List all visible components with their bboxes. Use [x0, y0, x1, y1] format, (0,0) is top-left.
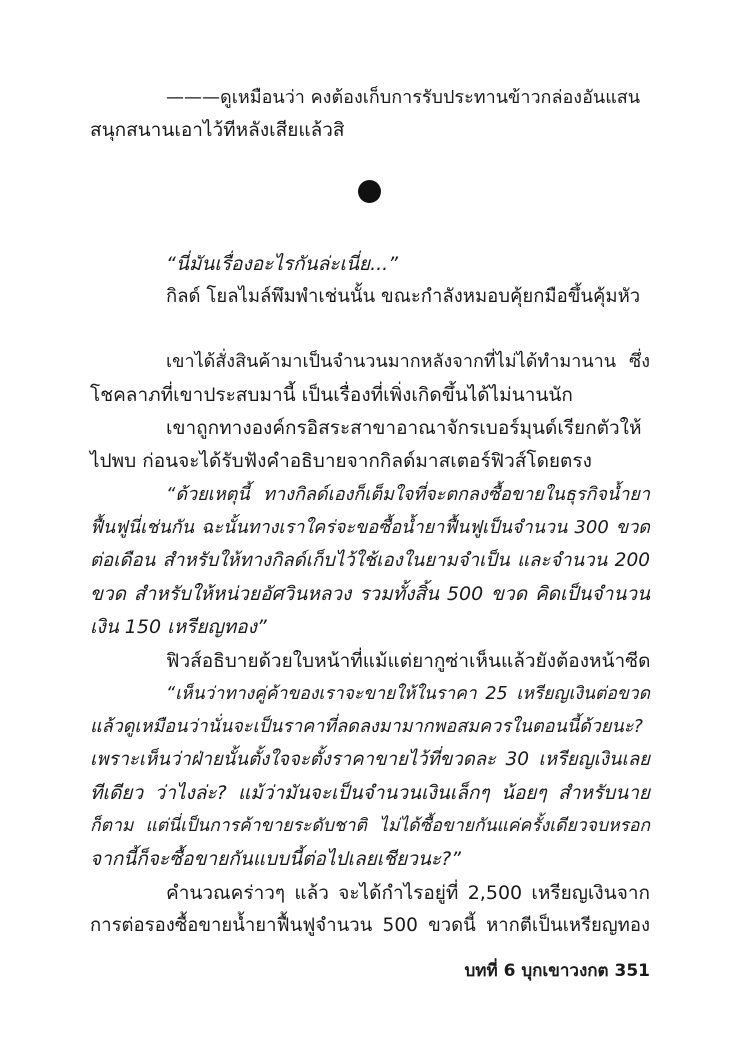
paragraph-line: การต่อรองซื้อขายน้ำยาฟื้นฟูจำนวน 500 ขวดนี้ หากตีเป็นเหรียญทอง — [90, 915, 650, 936]
paragraph-line: ไปพบ ก่อนจะได้รับฟังคำอธิบายจากกิลด์มาสเตอร์ฟิวส์โดยตรง — [90, 450, 592, 472]
dialogue-line: “ด้วยเหตุนี้ ทางกิลด์เองก็เต็มใจที่จะตกลงซื้อขายในธุรกิจน้ำยา — [166, 484, 650, 505]
dialogue-line: เพราะเห็นว่าฝ่ายนั้นตั้งใจจะตั้งราคาขายไว้ที่ขวดละ 30 เหรียญเงินเลย — [90, 749, 650, 770]
dialogue-line: แล้วดูเหมือนว่านั่นจะเป็นราคาที่ลดลงมามากพอสมควรในตอนนี้ด้วยนะ? — [90, 716, 643, 737]
dialogue-line: ทีเดียว ว่าไงล่ะ? แม้ว่ามันจะเป็นจำนวนเงินเล็กๆ น้อยๆ สำหรับนาย — [90, 782, 650, 804]
paragraph-line: เขาถูกทางองค์กรอิสระสาขาอาณาจักรเบอร์มุนด์เรียกตัวให้ — [166, 417, 642, 439]
dialogue-line: ฟื้นฟูนี่เช่นกัน ฉะนั้นทางเราใคร่จะขอซื้อน้ำยาฟื้นฟูเป็นจำนวน 300 ขวด — [90, 517, 650, 538]
paragraph-line: กิลด์ โยลไมล์พึมพำเช่นนั้น ขณะกำลังหมอบคุ้ยกมือขึ้นคุ้มหัว — [166, 286, 641, 307]
dialogue-line: “เห็นว่าทางคู่ค้าของเราจะขายให้ในราคา 25 เหรียญเงินต่อขวด — [166, 684, 650, 704]
paragraph-line: คำนวณคร่าวๆ แล้ว จะได้กำไรอยู่ที่ 2,500 เหรียญเงินจาก — [166, 882, 650, 904]
page-footer: บทที่ 6 บุกเขาวงกต 351 — [464, 961, 650, 981]
dialogue-line: ต่อเดือน สำหรับให้ทางกิลด์เก็บไว้ใช้เองในยามจำเป็น และจำนวน 200 — [90, 550, 650, 571]
dialogue-line: ก็ตาม แต่นี่เป็นการค้าขายระดับชาติ ไม่ได้ซื้อขายกันแค่ครั้งเดียวจบหรอก — [90, 816, 650, 836]
paragraph-line: ———ดูเหมือนว่า คงต้องเก็บการรับประทานข้าวกล่องอันแสน — [166, 87, 641, 108]
section-break-bullet-icon — [358, 180, 381, 203]
paragraph-line: เขาได้สั่งสินค้ามาเป็นจำนวนมากหลังจากที่ไม่ได้ทำมานาน ซึ่ง — [166, 351, 650, 372]
paragraph-line: โชคลาภที่เขาประสบมานี้ เป็นเรื่องที่เพิ่งเกิดขึ้นได้ไม่นานนัก — [90, 384, 573, 406]
dialogue-line: จากนี้ก็จะซื้อขายกันแบบนี้ต่อไปเลยเชียวนะ?” — [90, 848, 462, 870]
dialogue-line: “นี่มันเรื่องอะไรกันล่ะเนี่ย...” — [166, 253, 399, 275]
paragraph-line: ฟิวส์อธิบายด้วยใบหน้าที่แม้แต่ยากูซ่าเห็นแล้วยังต้องหน้าซีด — [166, 650, 651, 672]
paragraph-line: สนุกสนานเอาไว้ทีหลังเสียแล้วสิ — [90, 119, 345, 141]
dialogue-line: ขวด สำหรับให้หน่วยอัศวินหลวง รวมทั้งสิ้น 500 ขวด คิดเป็นจำนวน — [90, 583, 650, 605]
dialogue-line: เงิน 150 เหรียญทอง” — [90, 616, 267, 638]
